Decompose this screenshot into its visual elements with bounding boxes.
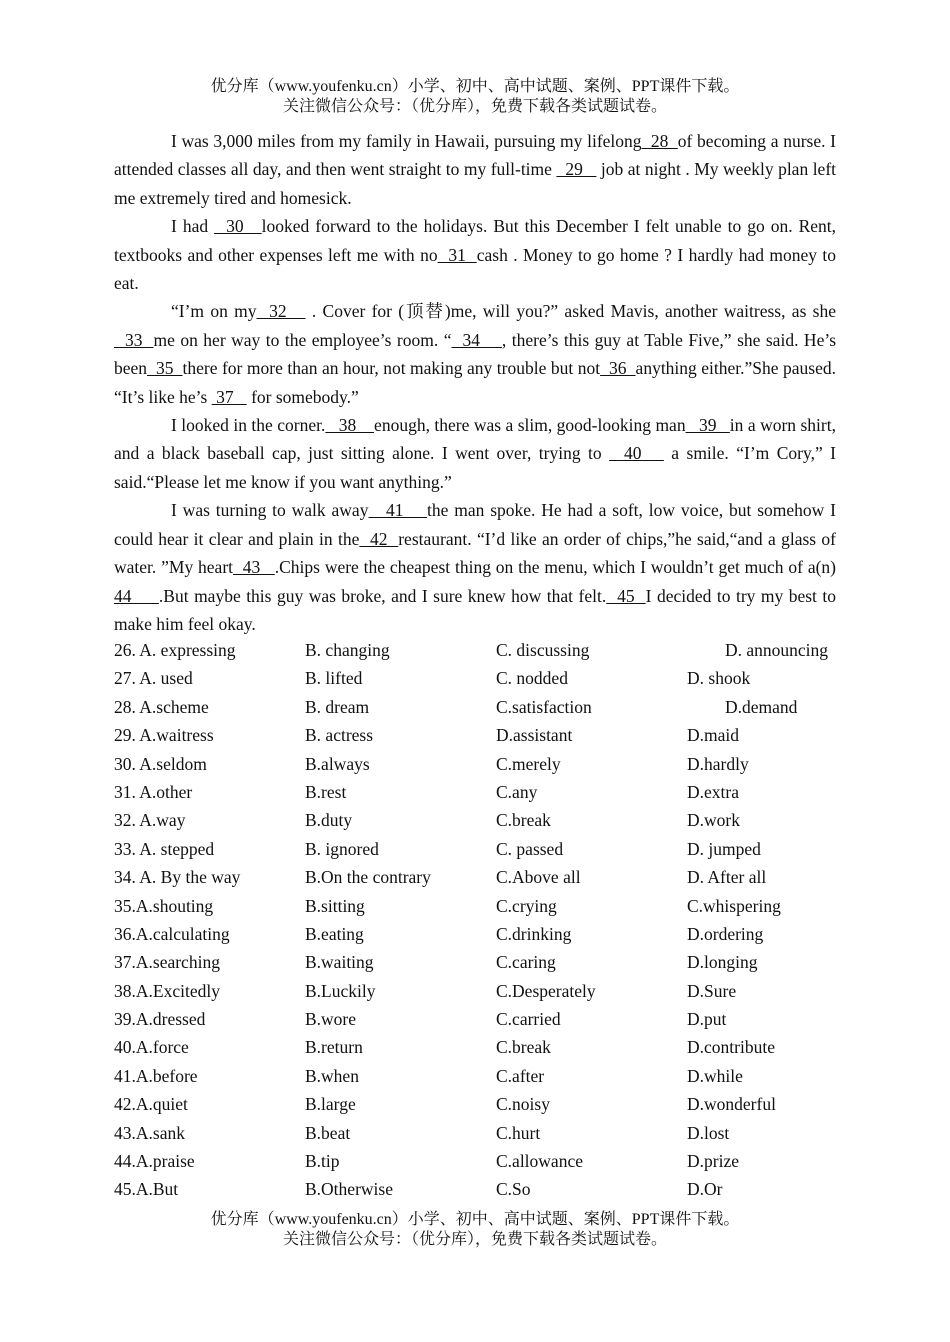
option-cell: 41.A.before (114, 1065, 198, 1086)
passage-text: job at night . My weekly plan left me extremely tired and homesick. (114, 159, 837, 208)
option-row (114, 750, 854, 778)
option-cell: C.hurt (496, 1122, 541, 1143)
option-row (114, 1119, 854, 1147)
option-cell: D.wonderful (687, 1094, 776, 1115)
page-footer (0, 1210, 950, 1250)
option-cell: 26. A. expressing (114, 640, 236, 660)
option-row (114, 664, 854, 692)
answer-options (114, 636, 854, 1204)
option-cell: C.whispering (687, 895, 781, 916)
option-cell: B.sitting (305, 895, 365, 916)
option-cell: B.Luckily (305, 980, 376, 1001)
option-row (114, 835, 854, 863)
blank: 29 (556, 159, 597, 180)
option-cell: B.always (305, 753, 370, 774)
option-row (114, 693, 854, 721)
option-cell: C.any (496, 781, 538, 802)
option-cell: 28. A.scheme (114, 696, 209, 717)
option-cell: D.extra (687, 781, 739, 802)
option-cell: D.ordering (687, 923, 764, 944)
blank: 42 (359, 528, 399, 549)
option-cell: 38.A.Excitedly (114, 980, 220, 1001)
option-cell: D.lost (687, 1122, 730, 1143)
passage-text: there for more than an hour, not making any trouble but not (182, 358, 601, 379)
option-cell: B.wore (305, 1009, 357, 1030)
passage-text: . Cover for (顶替)me, will you?” asked Mavis, another waitress, as she (305, 301, 837, 322)
option-cell: D.assistant (496, 725, 573, 746)
blank: 41 (368, 500, 427, 521)
option-cell: D.demand (725, 696, 798, 717)
option-row (114, 1005, 854, 1033)
option-cell: C. nodded (496, 668, 568, 689)
header-line-2: 关注微信公众号：（优分库），免费下载各类试题试卷。 (282, 98, 667, 115)
passage-text: I was turning to walk away (171, 500, 369, 521)
option-cell: C.carried (496, 1009, 561, 1030)
option-cell: 40.A.force (114, 1037, 189, 1058)
option-cell: D.longing (687, 952, 758, 973)
option-cell: 39.A.dressed (114, 1009, 206, 1030)
option-row (114, 636, 854, 664)
option-cell: D.Sure (687, 980, 737, 1001)
option-row (114, 1147, 854, 1175)
option-cell: C.allowance (496, 1151, 583, 1172)
option-cell: D.put (687, 1009, 727, 1030)
option-cell: 45.A.But (114, 1179, 179, 1200)
option-cell: C.So (496, 1179, 531, 1200)
passage-text: in a worn shirt, and a black baseball cap, just sitting alone. I went over, trying to (114, 415, 836, 464)
option-cell: 33. A. stepped (114, 838, 215, 859)
passage-text: I had (171, 216, 215, 237)
passage-text: I was 3,000 miles from my family in Hawaii, pursuing my lifelong (171, 131, 642, 151)
passage-text: enough, there was a slim, good-looking man (374, 415, 686, 436)
blank: 39 (685, 415, 730, 436)
option-row (114, 806, 854, 834)
option-cell: C.Desperately (496, 980, 596, 1001)
option-row (114, 1090, 854, 1118)
passage-text: anything either.”She paused. “It’s like he’s (114, 358, 837, 407)
option-cell: D. jumped (687, 838, 761, 859)
option-cell: 42.A.quiet (114, 1094, 188, 1115)
option-cell: B.Otherwise (305, 1179, 393, 1200)
passage-text: I decided to try my best to make him feel okay. (114, 585, 837, 634)
option-cell: C.break (496, 1037, 551, 1058)
option-cell: D.contribute (687, 1037, 775, 1058)
option-cell: 43.A.sank (114, 1122, 185, 1143)
blank: 40 (609, 443, 664, 464)
option-cell: B.large (305, 1094, 356, 1115)
blank: 30 (214, 216, 262, 237)
option-cell: 36.A.calculating (114, 923, 230, 944)
footer-line-2: 关注微信公众号：（优分库），免费下载各类试题试卷。 (282, 1231, 667, 1248)
option-cell: D.while (687, 1065, 743, 1086)
option-cell: C.drinking (496, 923, 572, 944)
option-cell: D. announcing (725, 640, 829, 660)
option-cell: C.noisy (496, 1094, 550, 1115)
paragraph-4 (114, 411, 836, 496)
blank: 38 (325, 415, 375, 436)
option-cell: 37.A.searching (114, 952, 220, 973)
blank: 43 (233, 557, 275, 578)
passage-text: of becoming a nurse. I attended classes all day, and then went straight to my full-time (114, 131, 836, 180)
passage-text: “I’m on my (171, 301, 257, 322)
option-row (114, 920, 854, 948)
option-cell: B. dream (305, 696, 370, 717)
blank: 44 (114, 585, 159, 606)
option-cell: 34. A. By the way (114, 867, 241, 888)
option-row (114, 1175, 854, 1203)
option-cell: 44.A.praise (114, 1151, 195, 1172)
blank: 35 (147, 358, 183, 379)
option-cell: B.return (305, 1037, 363, 1058)
option-cell: B.waiting (305, 952, 374, 973)
option-cell: B.On the contrary (305, 867, 431, 888)
passage-text: .Chips were the cheapest thing on the menu, which I wouldn’t get much of a(n) (274, 557, 836, 578)
option-cell: B.eating (305, 923, 364, 944)
option-row (114, 778, 854, 806)
footer-line-1: 优分库（www.youfenku.cn）小学、初中、高中试题、案例、PPT课件下载。 (210, 1211, 740, 1228)
option-cell: D.maid (687, 725, 740, 746)
option-row (114, 948, 854, 976)
option-cell: 27. A. used (114, 668, 193, 689)
option-cell: B.beat (305, 1122, 351, 1143)
option-cell: C.satisfaction (496, 696, 592, 717)
option-row (114, 892, 854, 920)
option-cell: D.hardly (687, 753, 749, 774)
option-cell: 32. A.way (114, 810, 186, 831)
option-cell: D.prize (687, 1151, 739, 1172)
passage-text: looked forward to the holidays. But this December I felt unable to go on. Rent, textbooks and other expenses left me with no (114, 216, 837, 265)
option-cell: B. actress (305, 725, 374, 746)
option-cell: C. discussing (496, 640, 590, 660)
paragraph-3 (114, 297, 836, 411)
blank: 37 (211, 386, 247, 407)
option-cell: B.tip (305, 1151, 340, 1172)
option-cell: D.work (687, 810, 740, 831)
option-cell: B.rest (305, 781, 347, 802)
passage-text: for somebody.” (246, 386, 359, 407)
paragraph-2 (114, 212, 836, 297)
cloze-passage (114, 127, 836, 638)
blank: 45 (606, 585, 646, 606)
passage-text: the man spoke. He had a soft, low voice, but somehow I could hear it clear and plain in the (114, 500, 836, 549)
option-cell: C.merely (496, 753, 561, 774)
passage-text: .But maybe this guy was broke, and I sure knew how that felt. (158, 585, 607, 606)
blank: 36 (600, 358, 636, 379)
option-cell: B. changing (305, 640, 390, 660)
paragraph-1 (114, 127, 836, 212)
option-row (114, 863, 854, 891)
option-cell: 30. A.seldom (114, 753, 207, 774)
option-row (114, 1062, 854, 1090)
option-cell: C.break (496, 810, 551, 831)
blank: 33 (114, 329, 154, 350)
option-cell: D.Or (687, 1179, 723, 1200)
option-cell: B.duty (305, 810, 353, 831)
passage-text: a smile. “I’m Cory,” I said.“Please let me know if you want anything.” (114, 443, 837, 492)
option-row (114, 721, 854, 749)
option-cell: C.crying (496, 895, 557, 916)
passage-text: , there’s this guy at Table Five,” she said. He’s been (114, 329, 837, 379)
header-line-1: 优分库（www.youfenku.cn）小学、初中、高中试题、案例、PPT课件下载。 (210, 78, 740, 95)
option-cell: B. lifted (305, 668, 363, 689)
option-cell: B. ignored (305, 838, 379, 859)
blank: 32 (256, 301, 306, 322)
paragraph-5 (114, 496, 836, 638)
option-cell: D. After all (687, 867, 767, 888)
option-cell: 35.A.shouting (114, 895, 214, 916)
passage-text: cash . Money to go home ? I hardly had money to eat. (114, 244, 837, 294)
option-cell: 29. A.waitress (114, 725, 214, 746)
option-cell: C.caring (496, 952, 556, 973)
blank: 31 (437, 244, 477, 265)
option-cell: C. passed (496, 838, 564, 859)
option-row (114, 977, 854, 1005)
blank: 34 (451, 329, 502, 350)
blank: 28 (641, 131, 678, 151)
option-cell: C.Above all (496, 867, 581, 888)
option-cell: 31. A.other (114, 781, 193, 802)
option-cell: B.when (305, 1065, 359, 1086)
passage-text: I looked in the corner. (171, 415, 326, 436)
option-cell: C.after (496, 1065, 545, 1086)
page-header (0, 77, 950, 117)
option-row (114, 1033, 854, 1061)
option-cell: D. shook (687, 668, 751, 689)
passage-text: restaurant. “I’d like an order of chips,”he said,“and a glass of water. ”My heart (114, 528, 836, 578)
passage-text: me on her way to the employee’s room. “ (153, 329, 452, 350)
